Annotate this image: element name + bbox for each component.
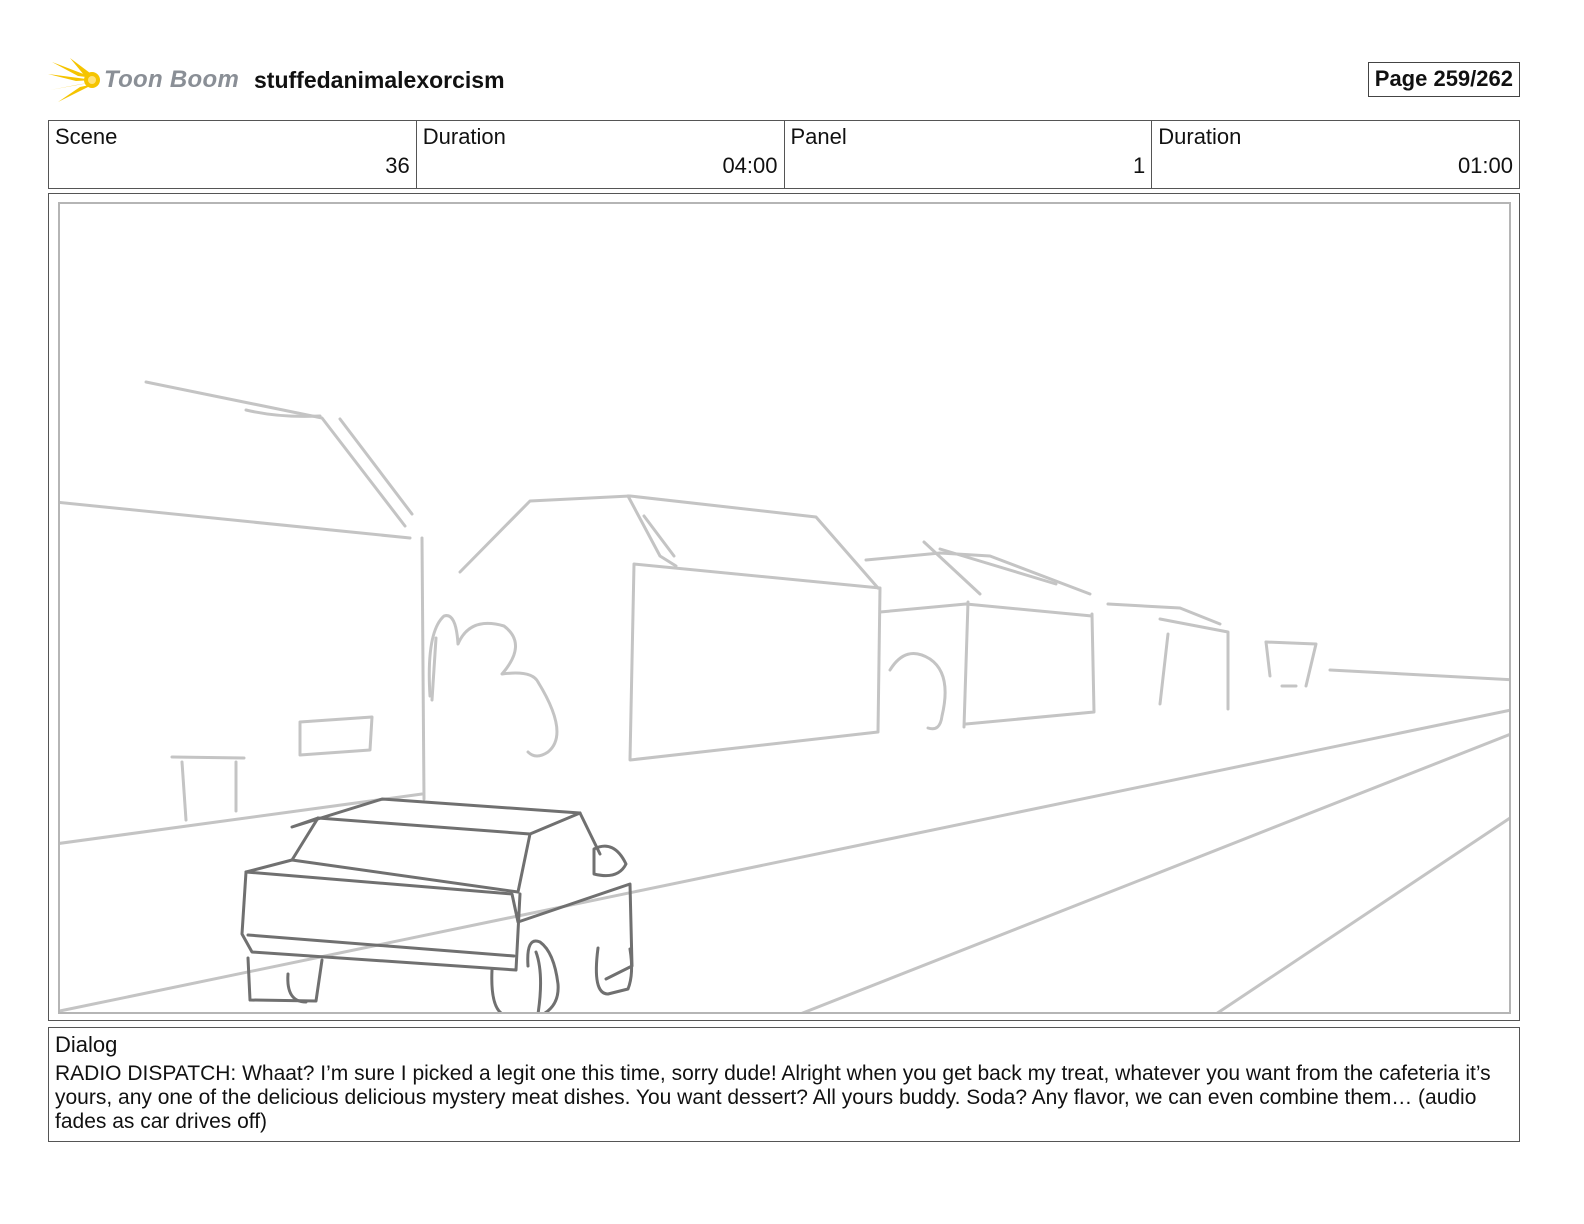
scene-label: Scene xyxy=(55,124,118,149)
panel-duration-label: Duration xyxy=(1158,124,1242,149)
panel-frame xyxy=(58,202,1511,1014)
panel-label: Panel xyxy=(790,124,847,149)
project-title: stuffedanimalexorcism xyxy=(254,67,505,93)
toon-boom-logo xyxy=(48,56,248,104)
scene-cell xyxy=(49,121,417,188)
page-number: Page 259/262 xyxy=(1368,62,1520,97)
panel-duration-value: 01:00 xyxy=(1457,153,1513,178)
panel-duration-cell xyxy=(1152,121,1519,188)
dialog-section xyxy=(48,1027,1520,1142)
dialog-label: Dialog xyxy=(55,1032,118,1057)
background-sketch xyxy=(60,382,1509,1012)
scene-info-table xyxy=(48,120,1520,189)
scene-duration-value: 04:00 xyxy=(722,153,778,178)
panel-cell xyxy=(785,121,1153,188)
scene-duration-label: Duration xyxy=(422,124,506,149)
scene-value: 36 xyxy=(385,153,410,178)
dialog-text: RADIO DISPATCH: Whaat? I’m sure I picked a legit one this time, sorry dude! Alright when you get back my treat, whatever you want from the cafeteria it’s yours, any one of the delicious delicious mystery meat dishes. You want dessert? All yours buddy. Soda? Any flavor, we can even combine them… (audio fades as car drives off) xyxy=(55,1062,1491,1133)
panel-value: 1 xyxy=(1133,153,1146,178)
logo-text: Toon Boom xyxy=(104,66,240,93)
panel-sketch xyxy=(60,204,1509,1012)
toon-boom-star-icon xyxy=(48,56,108,104)
page-header xyxy=(48,56,1520,104)
scene-duration-cell xyxy=(417,121,785,188)
storyboard-panel xyxy=(48,193,1520,1021)
